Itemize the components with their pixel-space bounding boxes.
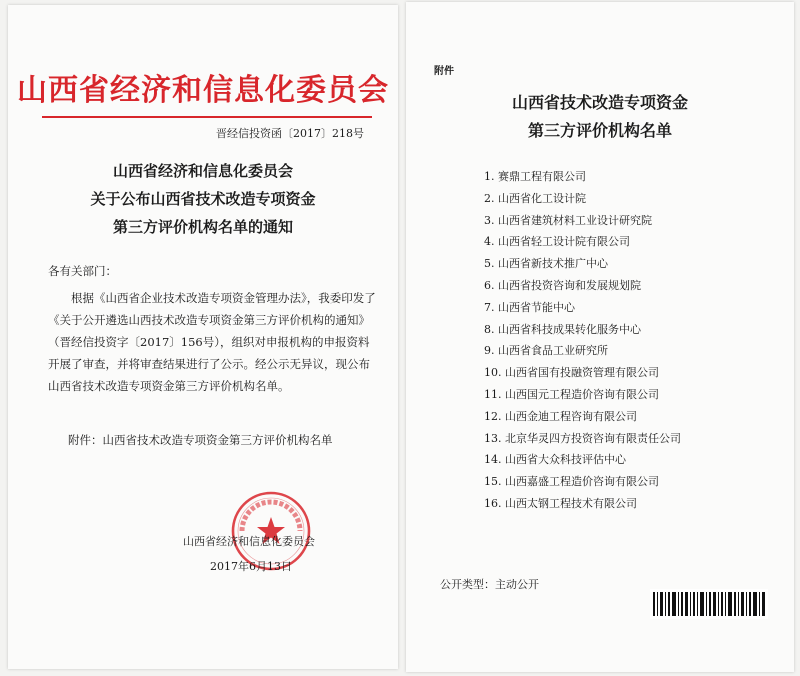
document-page-left [8,5,398,669]
list-item: 9. 山西省食品工业研究所 [484,344,608,358]
salutation: 各有关部门： [48,264,117,278]
notice-title-line-2: 关于公布山西省技术改造专项资金 [90,190,316,208]
notice-title-line-3: 第三方评价机构名单的通知 [112,218,293,236]
list-item: 16. 山西太钢工程技术有限公司 [484,496,637,510]
institution-list [484,166,681,515]
list-item: 4. 山西省轻工设计院有限公司 [484,235,630,249]
signature-date: 2017年6月13日 [210,560,292,573]
document-number: 晋经信投资函〔2017〕218号 [216,127,364,140]
attachment-line: 附件：山西省技术改造专项资金第三方评价机构名单 [68,433,333,447]
list-item: 5. 山西省新技术推广中心 [484,257,608,271]
letterhead-rule [42,116,372,118]
list-item: 10. 山西省国有投融资管理有限公司 [484,366,659,380]
letterhead-title: 山西省经济和信息化委员会 [17,73,389,108]
list-item: 2. 山西省化工设计院 [484,191,586,205]
list-item: 11. 山西国元工程造价咨询有限公司 [484,387,659,401]
list-item: 1. 赛鼎工程有限公司 [484,170,586,183]
list-item: 3. 山西省建筑材料工业设计研究院 [484,213,652,227]
barcode-icon [650,589,768,619]
list-title-line-2: 第三方评价机构名单 [527,121,672,140]
disclosure-type: 公开类型：主动公开 [440,578,539,591]
list-item: 14. 山西省大众科技评估中心 [484,453,626,467]
list-item: 12. 山西金迪工程咨询有限公司 [484,409,637,423]
notice-title-line-1: 山西省经济和信息化委员会 [112,162,293,180]
list-item: 6. 山西省投资咨询和发展规划院 [484,278,641,292]
list-item: 8. 山西省科技成果转化服务中心 [484,322,641,336]
attachment-label: 附件 [434,66,454,77]
list-item: 13. 北京华灵四方投资咨询有限责任公司 [484,431,681,445]
document-page-right [406,2,794,672]
signature-organization: 山西省经济和信息化委员会 [183,535,315,548]
list-title-line-1: 山西省技术改造专项资金 [511,93,688,112]
body-paragraph: 根据《山西省企业技术改造专项资金管理办法》，我委印发了《关于公开遴选山西技术改造专项资金第三方评价机构的通知》（晋经信投资字〔2017〕156号），组织对申报机构的申报资料开展了审查，并将审查结果进行了公示。经公示无异议，现公布山西省技术改造专项资金第三方评价机构名单。 [48,291,376,393]
list-item: 7. 山西省节能中心 [484,300,575,314]
list-item: 15. 山西嘉盛工程造价咨询有限公司 [484,475,659,489]
